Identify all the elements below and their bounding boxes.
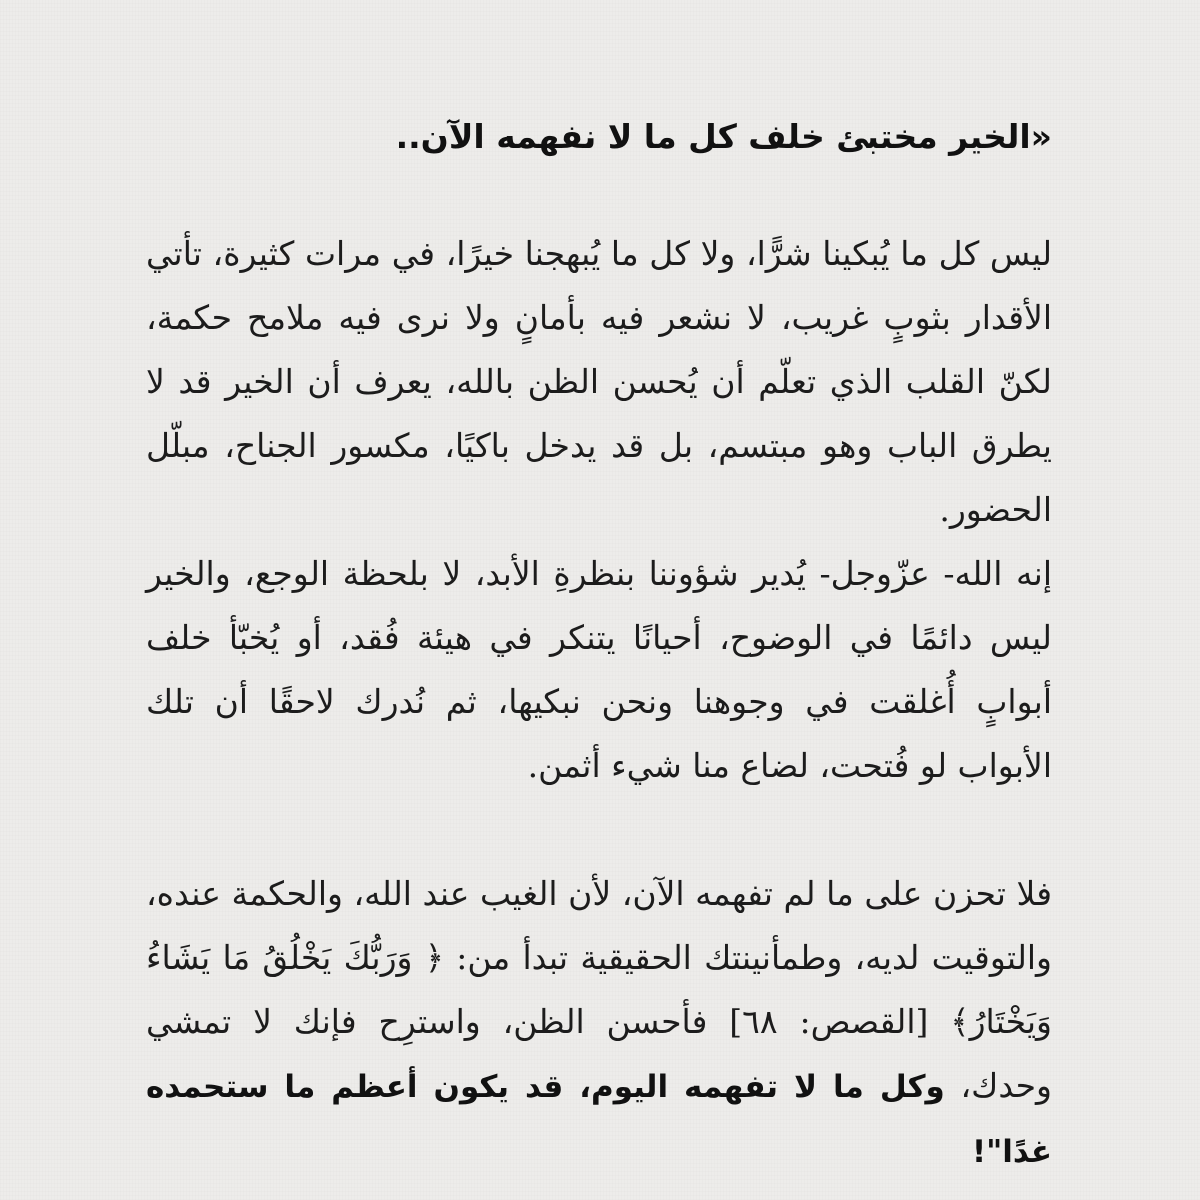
paragraph-2: إنه الله- عزّوجل- يُدير شؤوننا بنظرةِ الأبد، لا بلحظة الوجع، والخير ليس دائمًا في الوضوح، أحيانًا يتنكر في هيئة فُقد، أو يُخبّأ خلف أبوابٍ أُغلقت في وجوهنا ونحن نبكيها، ثم نُدرك لاحقًا أن تلك الأبواب لو فُتحت، لضاع منا شيء أثمن.: [146, 554, 1052, 785]
paragraph-3: [146, 862, 1052, 1184]
document-title: «الخير مختبئ خلف كل ما لا نفهمه الآن..: [395, 117, 1052, 156]
paragraph-3-text: فلا تحزن على ما لم تفهمه الآن، لأن الغيب عند الله، والحكمة عنده، والتوقيت لديه، وطمأنينتك الحقيقية تبدأ من: ﴿ وَرَبُّكَ يَخْلُقُ مَا يَشَاءُ وَيَخْتَارُ﴾ [القصص: ٦٨] فأحسن الظن، واسترِح فإنك لا تمشي وحدك،: [146, 874, 1052, 1105]
paragraph-1: ليس كل ما يُبكينا شرًّا، ولا كل ما يُبهجنا خيرًا، في مرات كثيرة، تأتي الأقدار بثوبٍ غريب، لا نشعر فيه بأمانٍ ولا نرى فيه ملامح حكمة، لكنّ القلب الذي تعلّم أن يُحسن الظن بالله، يعرف أن الخير قد لا يطرق الباب وهو مبتسم، بل قد يدخل باكيًا، مكسور الجناح، مبلّل الحضور.: [146, 234, 1052, 529]
closing-line: وكل ما لا تفهمه اليوم، قد يكون أعظم ما ستحمده غدًا"!: [146, 1069, 1052, 1170]
